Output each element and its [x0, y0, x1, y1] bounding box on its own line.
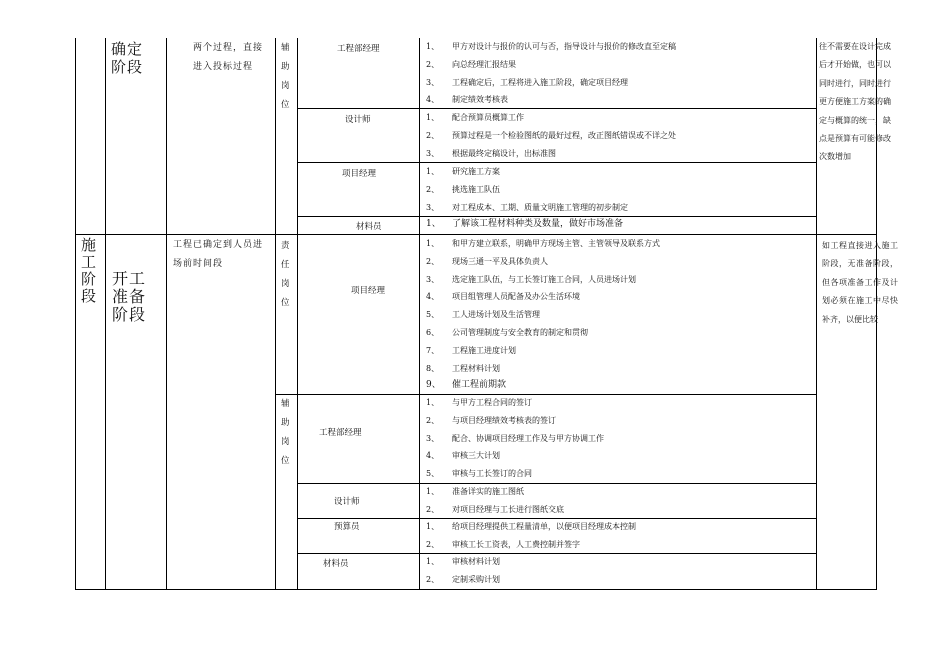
- role-material-clerk: 材料员: [356, 222, 382, 232]
- list-item: 1、 了解该工程材料种类及数量，做好市场准备: [426, 219, 624, 229]
- list-item: 5、 审核与工长签订的合同: [426, 469, 532, 479]
- role-material-clerk: 材料员: [323, 559, 349, 569]
- list-item: 3、 工程确定后，工程将进入施工阶段，确定项目经理: [426, 77, 628, 87]
- list-item: 4、 审核三大计划: [426, 451, 500, 461]
- table-grid-line: [105, 38, 106, 590]
- role-project-manager: 项目经理: [351, 286, 386, 296]
- list-item: 1、 准备详实的施工图纸: [426, 487, 524, 496]
- role-designer: 设计师: [334, 497, 360, 507]
- list-item: 2、 预算过程是一个检验图纸的最好过程，改正图纸错误或不详之处: [426, 130, 676, 140]
- table-grid-line: [275, 38, 276, 590]
- table-grid-line: [166, 38, 167, 590]
- list-item: 7、 工程施工进度计划: [426, 345, 516, 355]
- role-project-manager: 项目经理: [342, 169, 377, 179]
- position-label-assist: 辅助岗位: [281, 43, 290, 110]
- role-engineering-manager: 工程部经理: [319, 428, 362, 438]
- duty-list: [426, 483, 564, 519]
- duty-list: [426, 518, 636, 554]
- duty-list: [426, 109, 676, 162]
- duty-list: [426, 38, 676, 109]
- duty-list: [426, 163, 628, 216]
- list-item: 5、 工人进场计划及生活管理: [426, 310, 540, 320]
- stage-start-prep: 开工准备阶段: [112, 269, 147, 324]
- list-item: 4、 项目组管理人员配备及办公生活环境: [426, 292, 580, 302]
- stage-start-prep-desc: 工程已确定到人员进场前时间段: [173, 240, 264, 269]
- list-item: 1、 研究施工方案: [426, 167, 500, 176]
- stage-confirm-desc: 两个过程，直接进入投标过程: [193, 43, 264, 72]
- list-item: 9、 催工程前期款: [426, 380, 507, 391]
- list-item: 1、 审核材料计划: [426, 557, 500, 566]
- list-item: 2、 审核工长工资表，人工费控制并签字: [426, 539, 580, 549]
- list-item: 1、 配合预算员概算工作: [426, 113, 524, 122]
- duty-list: [426, 553, 500, 589]
- remark-construction: 如工程直接进入施工阶段，无准备阶段，但各项准备工作及计划必须在施工中尽快补齐，以便比较: [822, 241, 898, 324]
- table-border-left: [75, 38, 76, 590]
- list-item: 2、 向总经理汇报结果: [426, 59, 516, 69]
- list-item: 6、 公司管理制度与安全教育的制定和贯彻: [426, 327, 588, 337]
- duty-list: [426, 394, 604, 483]
- position-label-assist: 辅助岗位: [281, 399, 290, 466]
- list-item: 1、 甲方对设计与报价的认可与否，指导设计与报价的修改直至定稿: [426, 42, 676, 51]
- table-border-bottom: [75, 589, 876, 590]
- table-grid-line: [419, 38, 420, 590]
- stage-confirm: 确定阶段: [111, 40, 144, 76]
- table-grid-line: [816, 38, 817, 590]
- duty-list: [426, 235, 660, 395]
- list-item: 3、 配合、协调项目经理工作及与甲方协调工作: [426, 433, 604, 443]
- position-label-responsible: 责任岗位: [281, 241, 290, 308]
- phase-construction: 施工阶段: [81, 236, 97, 305]
- list-item: 3、 对工程成本、工期、质量文明施工管理的初步制定: [426, 202, 628, 212]
- role-engineering-manager: 工程部经理: [337, 44, 380, 54]
- role-designer: 设计师: [345, 115, 371, 125]
- list-item: 2、 现场三通一平及具体负责人: [426, 256, 548, 266]
- table-grid-line: [297, 38, 298, 590]
- list-item: 2、 与项目经理绩效考核表的签订: [426, 415, 556, 425]
- remark-confirm: 往不需要在设计完成后才开始做，也可以同时进行，同时进行更方便施工方案的确定与概算的统一，缺点是预算有可能修改次数增加: [819, 42, 891, 162]
- list-item: 2、 挑选施工队伍: [426, 184, 500, 194]
- role-budget-clerk: 预算员: [334, 522, 360, 532]
- list-item: 3、 选定施工队伍，与工长签订施工合同，人员进场计划: [426, 274, 636, 284]
- list-item: 4、 制定绩效考核表: [426, 95, 508, 105]
- list-item: 8、 工程材料计划: [426, 363, 500, 373]
- list-item: 1、 给项目经理提供工程量清单，以便项目经理成本控制: [426, 522, 636, 531]
- list-item: 2、 对项目经理与工长进行图纸交底: [426, 504, 564, 514]
- duty-list: [426, 216, 623, 234]
- list-item: 2、 定制采购计划: [426, 574, 500, 584]
- list-item: 3、 根据最终定稿设计，出标准图: [426, 148, 556, 158]
- list-item: 1、 和甲方建立联系，明确甲方现场主管、主管领导及联系方式: [426, 239, 660, 248]
- list-item: 1、 与甲方工程合同的签订: [426, 398, 532, 407]
